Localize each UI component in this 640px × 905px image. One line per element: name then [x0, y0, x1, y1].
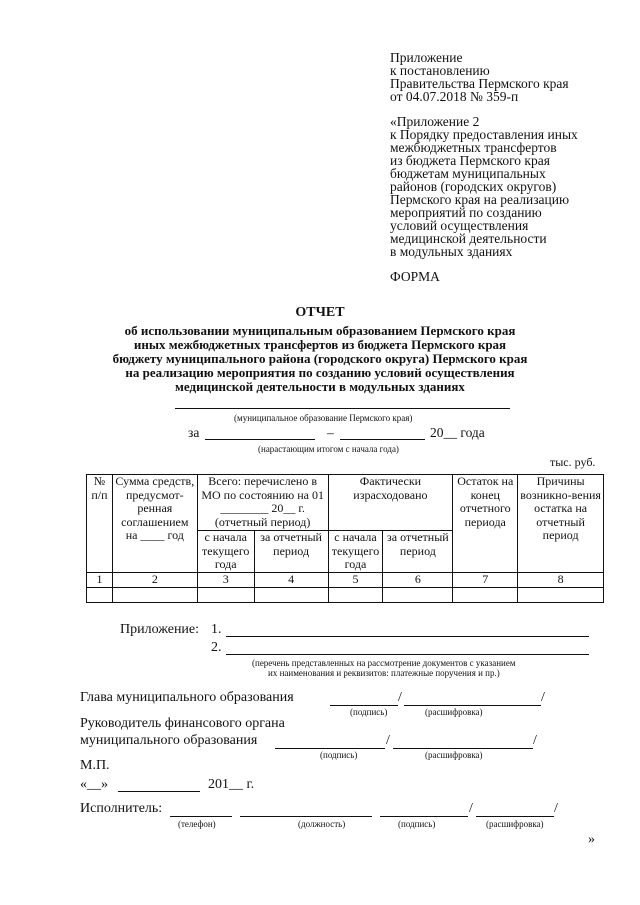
- executor-label: Исполнитель:: [80, 801, 163, 816]
- subtitle-line: на реализацию мероприятия по созданию условий осуществления: [125, 365, 515, 380]
- executor-signature-field[interactable]: [380, 816, 468, 817]
- attachment-line: от 04.07.2018 № 359-п: [390, 89, 519, 104]
- annex-line: районов (городских округов): [390, 179, 557, 194]
- unit-label: тыс. руб.: [550, 455, 596, 469]
- annex-line: из бюджета Пермского края: [390, 153, 550, 168]
- date-year: 201__ г.: [208, 777, 255, 792]
- municipality-caption: (муниципальное образование Пермского края): [234, 413, 413, 423]
- header-from-start: с начала текущего года: [197, 531, 254, 573]
- table-cell[interactable]: [518, 587, 604, 602]
- appendix-item-number: 1.: [211, 622, 222, 637]
- slash: /: [386, 733, 390, 748]
- header-period: за отчетный период: [254, 531, 328, 573]
- period-start-field[interactable]: [205, 439, 315, 440]
- phone-caption: (телефон): [178, 819, 216, 829]
- header-number: № п/п: [87, 475, 113, 573]
- signature-caption: (подпись): [320, 750, 358, 760]
- annex-line: межбюджетных трансфертов: [390, 140, 557, 155]
- signature-caption: (подпись): [398, 819, 436, 829]
- position-caption: (должность): [298, 819, 346, 829]
- period-year: 20__ года: [430, 425, 485, 440]
- annex-line: бюджетам муниципальных: [390, 166, 546, 181]
- attachment-line: к постановлению: [390, 63, 490, 78]
- date-day: «__»: [80, 777, 108, 792]
- annex-line: условий осуществления: [390, 218, 529, 233]
- date-month-field[interactable]: [118, 791, 200, 792]
- finance-signature-field[interactable]: [275, 748, 385, 749]
- slash: /: [533, 733, 537, 748]
- report-title: ОТЧЕТ: [295, 305, 345, 320]
- report-table: [86, 474, 604, 603]
- table-cell[interactable]: [328, 587, 383, 602]
- stamp-label: М.П.: [80, 758, 110, 773]
- decoding-caption: (расшифровка): [425, 707, 483, 717]
- executor-decoding-field[interactable]: [476, 816, 554, 817]
- annex-line: Пермского края на реализацию: [390, 192, 570, 207]
- table-row: [87, 587, 604, 602]
- annex-line: «Приложение 2: [390, 114, 480, 129]
- column-number: 2: [112, 573, 197, 588]
- header-from-start: с начала текущего года: [328, 531, 383, 573]
- closing-quote: »: [588, 832, 595, 847]
- executor-position-field[interactable]: [240, 816, 372, 817]
- head-signature-field[interactable]: [330, 705, 398, 706]
- signature-caption: (подпись): [350, 707, 388, 717]
- table-cell[interactable]: [87, 587, 113, 602]
- finance-label: муниципального образования: [80, 733, 258, 748]
- slash: /: [469, 801, 473, 816]
- table-cell[interactable]: [254, 587, 328, 602]
- attachment-line: Правительства Пермского края: [390, 76, 569, 91]
- decoding-caption: (расшифровка): [425, 750, 483, 760]
- column-number: 4: [254, 573, 328, 588]
- column-number: 1: [87, 573, 113, 588]
- municipality-field[interactable]: [175, 408, 510, 409]
- table-cell[interactable]: [453, 587, 518, 602]
- annex-line: медицинской деятельности: [390, 231, 547, 246]
- finance-label: Руководитель финансового органа: [80, 716, 285, 731]
- finance-decoding-field[interactable]: [393, 748, 533, 749]
- period-caption: (нарастающим итогом с начала года): [258, 444, 399, 454]
- appendix-label: Приложение:: [120, 622, 200, 637]
- executor-phone-field[interactable]: [170, 816, 232, 817]
- header-reasons: Причины возникно-вения остатка на отчетный период: [518, 475, 604, 573]
- column-number-row: [87, 573, 604, 588]
- table-cell[interactable]: [197, 587, 254, 602]
- annex-line: мероприятий по созданию: [390, 205, 542, 220]
- subtitle-line: об использовании муниципальным образованием Пермского края: [124, 323, 516, 338]
- table-cell[interactable]: [383, 587, 453, 602]
- period-prefix: за: [188, 425, 200, 440]
- header-sum: Сумма средств, предусмот-ренная соглашением на ____ год: [112, 475, 197, 573]
- slash: /: [398, 690, 402, 705]
- attachment-line: Приложение: [390, 50, 463, 65]
- header-actual: Фактически израсходовано: [328, 475, 453, 531]
- header-total-period: (отчетный период): [214, 514, 311, 529]
- header-total-line: Всего: перечислено в МО по состоянию на 01 ________ 20__ г.: [201, 474, 324, 515]
- slash: /: [554, 801, 558, 816]
- header-total: [197, 475, 328, 531]
- appendix-item-field[interactable]: [226, 636, 589, 637]
- appendix-caption: (перечень представленных на рассмотрение документов с указанием: [252, 658, 516, 668]
- annex-line: к Порядку предоставления иных: [390, 127, 578, 142]
- header-period: за отчетный период: [383, 531, 453, 573]
- period-end-field[interactable]: [340, 439, 425, 440]
- slash: /: [541, 690, 545, 705]
- appendix-caption: их наименования и реквизитов: платежные поручения и пр.): [268, 668, 500, 678]
- column-number: 5: [328, 573, 383, 588]
- annex-line: в модульных зданиях: [390, 244, 513, 259]
- column-number: 8: [518, 573, 604, 588]
- header-balance: Остаток на конец отчетного периода: [453, 475, 518, 573]
- column-number: 3: [197, 573, 254, 588]
- form-label: ФОРМА: [390, 269, 440, 284]
- decoding-caption: (расшифровка): [486, 819, 544, 829]
- column-number: 6: [383, 573, 453, 588]
- table-cell[interactable]: [112, 587, 197, 602]
- appendix-item-field[interactable]: [226, 654, 589, 655]
- subtitle-line: бюджету муниципального района (городского округа) Пермского края: [112, 351, 528, 366]
- head-label: Глава муниципального образования: [80, 690, 294, 705]
- column-number: 7: [453, 573, 518, 588]
- period-dash: –: [327, 425, 334, 440]
- appendix-item-number: 2.: [211, 640, 222, 655]
- head-decoding-field[interactable]: [404, 705, 541, 706]
- subtitle-line: иных межбюджетных трансфертов из бюджета Пермского края: [133, 337, 507, 352]
- subtitle-line: медицинской деятельности в модульных зданиях: [175, 379, 465, 394]
